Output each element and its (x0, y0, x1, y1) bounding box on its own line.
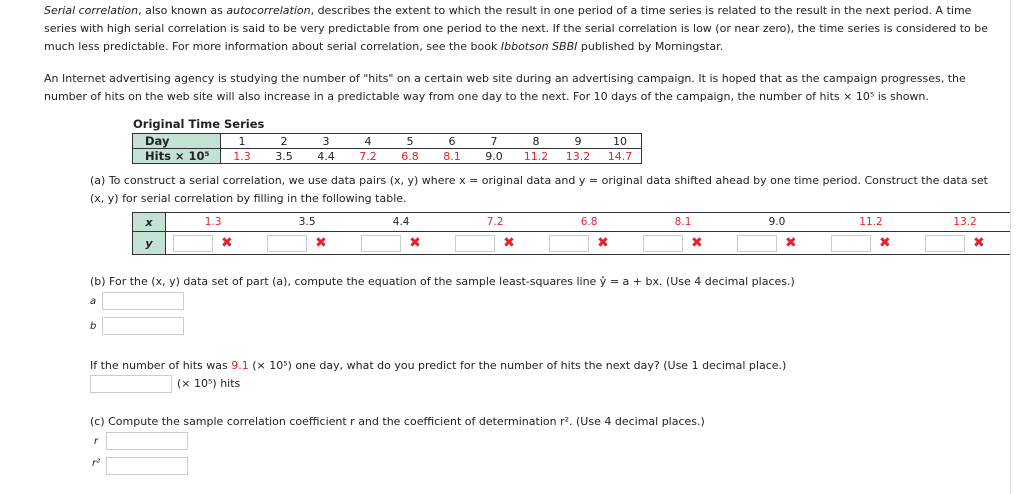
y-cell (166, 232, 261, 255)
day-cell: 2 (263, 134, 305, 149)
day-cell: 1 (221, 134, 264, 149)
y-cell (824, 232, 918, 255)
day-cell: 5 (389, 134, 431, 149)
day-cell: 7 (473, 134, 515, 149)
day-cell: 8 (515, 134, 557, 149)
x-cell: 11.2 (824, 213, 918, 232)
y-cell (542, 232, 636, 255)
y-input[interactable] (925, 235, 965, 252)
r-label: r (94, 436, 99, 447)
hits-cell: 7.2 (347, 149, 389, 164)
r-input[interactable] (106, 432, 188, 450)
r2-input[interactable] (106, 457, 188, 475)
original-series-table: Day 1 2 3 4 5 6 7 8 9 10 Hits × 10⁵ 1.3 3.5 4.4 7.2 6.8 8.1 9.0 11.2 13.2 14.7 (132, 133, 642, 164)
problem-text: An Internet advertising agency is studying the number of "hits" on a certain web site during an advertising campaign. It is hoped that as the campaign progresses, the number of hits on the web site will also increase in a predictable way from one day to the next. For 10 days of the campaign, the number of hits × 10⁵ is shown. (44, 72, 966, 103)
y-input[interactable] (455, 235, 495, 252)
y-cell (448, 232, 542, 255)
day-cell: 3 (305, 134, 347, 149)
y-cell (918, 232, 1011, 255)
y-input[interactable] (173, 235, 213, 252)
incorrect-x-icon: ✖ (785, 235, 797, 251)
x-cell: 4.4 (354, 213, 448, 232)
b-label: b (90, 321, 97, 332)
x-cell: 9.0 (730, 213, 824, 232)
x-cell: 13.2 (918, 213, 1011, 232)
part-c-text: (c) Compute the sample correlation coefficient r and the coefficient of determination r². (Use 4 decimal places.) (90, 415, 705, 428)
b-input[interactable] (102, 317, 184, 335)
hits-cell: 9.0 (473, 149, 515, 164)
hits-cell: 8.1 (431, 149, 473, 164)
r2-label: r² (92, 458, 101, 469)
incorrect-x-icon: ✖ (597, 235, 609, 251)
x-cell: 7.2 (448, 213, 542, 232)
y-cell (260, 232, 354, 255)
a-input[interactable] (102, 292, 184, 310)
x-cell: 6.8 (542, 213, 636, 232)
y-input[interactable] (831, 235, 871, 252)
incorrect-x-icon: ✖ (221, 235, 233, 251)
part-b-text: (b) For the (x, y) data set of part (a), compute the equation of the sample least-squares line ŷ = a + bx. (Use 4 decimal places.) (90, 275, 795, 288)
intro-text: Serial correlation, also known as autocorrelation, describes the extent to which the result in one period of a time series is related to the result in the next period. A time series with high serial correlation is said to be very predictable from one period to the next. If the serial correlation is low (or near zero), the time series is considered to be much less predictable. For more information about serial correlation, see the book Ibbotson SBBI published by Morningstar. (44, 4, 989, 53)
y-input[interactable] (643, 235, 683, 252)
hits-cell: 6.8 (389, 149, 431, 164)
incorrect-x-icon: ✖ (972, 235, 985, 251)
incorrect-x-icon: ✖ (409, 235, 421, 251)
hits-cell: 1.3 (221, 149, 264, 164)
incorrect-x-icon: ✖ (315, 235, 327, 251)
hits-cell: 4.4 (305, 149, 347, 164)
hits-cell: 13.2 (557, 149, 599, 164)
y-input[interactable] (267, 235, 307, 252)
day-cell: 9 (557, 134, 599, 149)
hits-cell: 3.5 (263, 149, 305, 164)
original-series-title: Original Time Series (133, 117, 265, 131)
incorrect-x-icon: ✖ (503, 235, 515, 251)
day-cell: 6 (431, 134, 473, 149)
y-input[interactable] (549, 235, 589, 252)
prediction-unit: (× 10⁵) hits (177, 377, 241, 390)
hits-cell: 14.7 (599, 149, 642, 164)
y-cell (354, 232, 448, 255)
x-cell: 1.3 (166, 213, 261, 232)
x-cell: 8.1 (636, 213, 730, 232)
x-cell: 3.5 (260, 213, 354, 232)
incorrect-x-icon: ✖ (691, 235, 703, 251)
incorrect-x-icon: ✖ (878, 235, 891, 251)
prediction-input[interactable] (90, 375, 172, 393)
day-cell: 10 (599, 134, 642, 149)
y-input[interactable] (737, 235, 777, 252)
y-input[interactable] (361, 235, 401, 252)
hits-cell: 11.2 (515, 149, 557, 164)
xy-table: x 1.3 3.5 4.4 7.2 6.8 8.1 9.0 11.2 13.2 y ✖ ✖ ✖ ✖ ✖ ✖ ✖ ✖ ✖ (132, 212, 1011, 255)
a-label: a (90, 296, 97, 307)
predict-text: If the number of hits was 9.1 (× 10⁵) one day, what do you predict for the number of hits the next day? (Use 1 decimal place.) (90, 359, 787, 372)
y-cell (636, 232, 730, 255)
y-cell (730, 232, 824, 255)
part-a-text: (a) To construct a serial correlation, we use data pairs (x, y) where x = original data and y = original data shifted ahead by one time period. Construct the data set (x, y) for serial correlation by filling in the following table. (90, 174, 988, 205)
day-cell: 4 (347, 134, 389, 149)
